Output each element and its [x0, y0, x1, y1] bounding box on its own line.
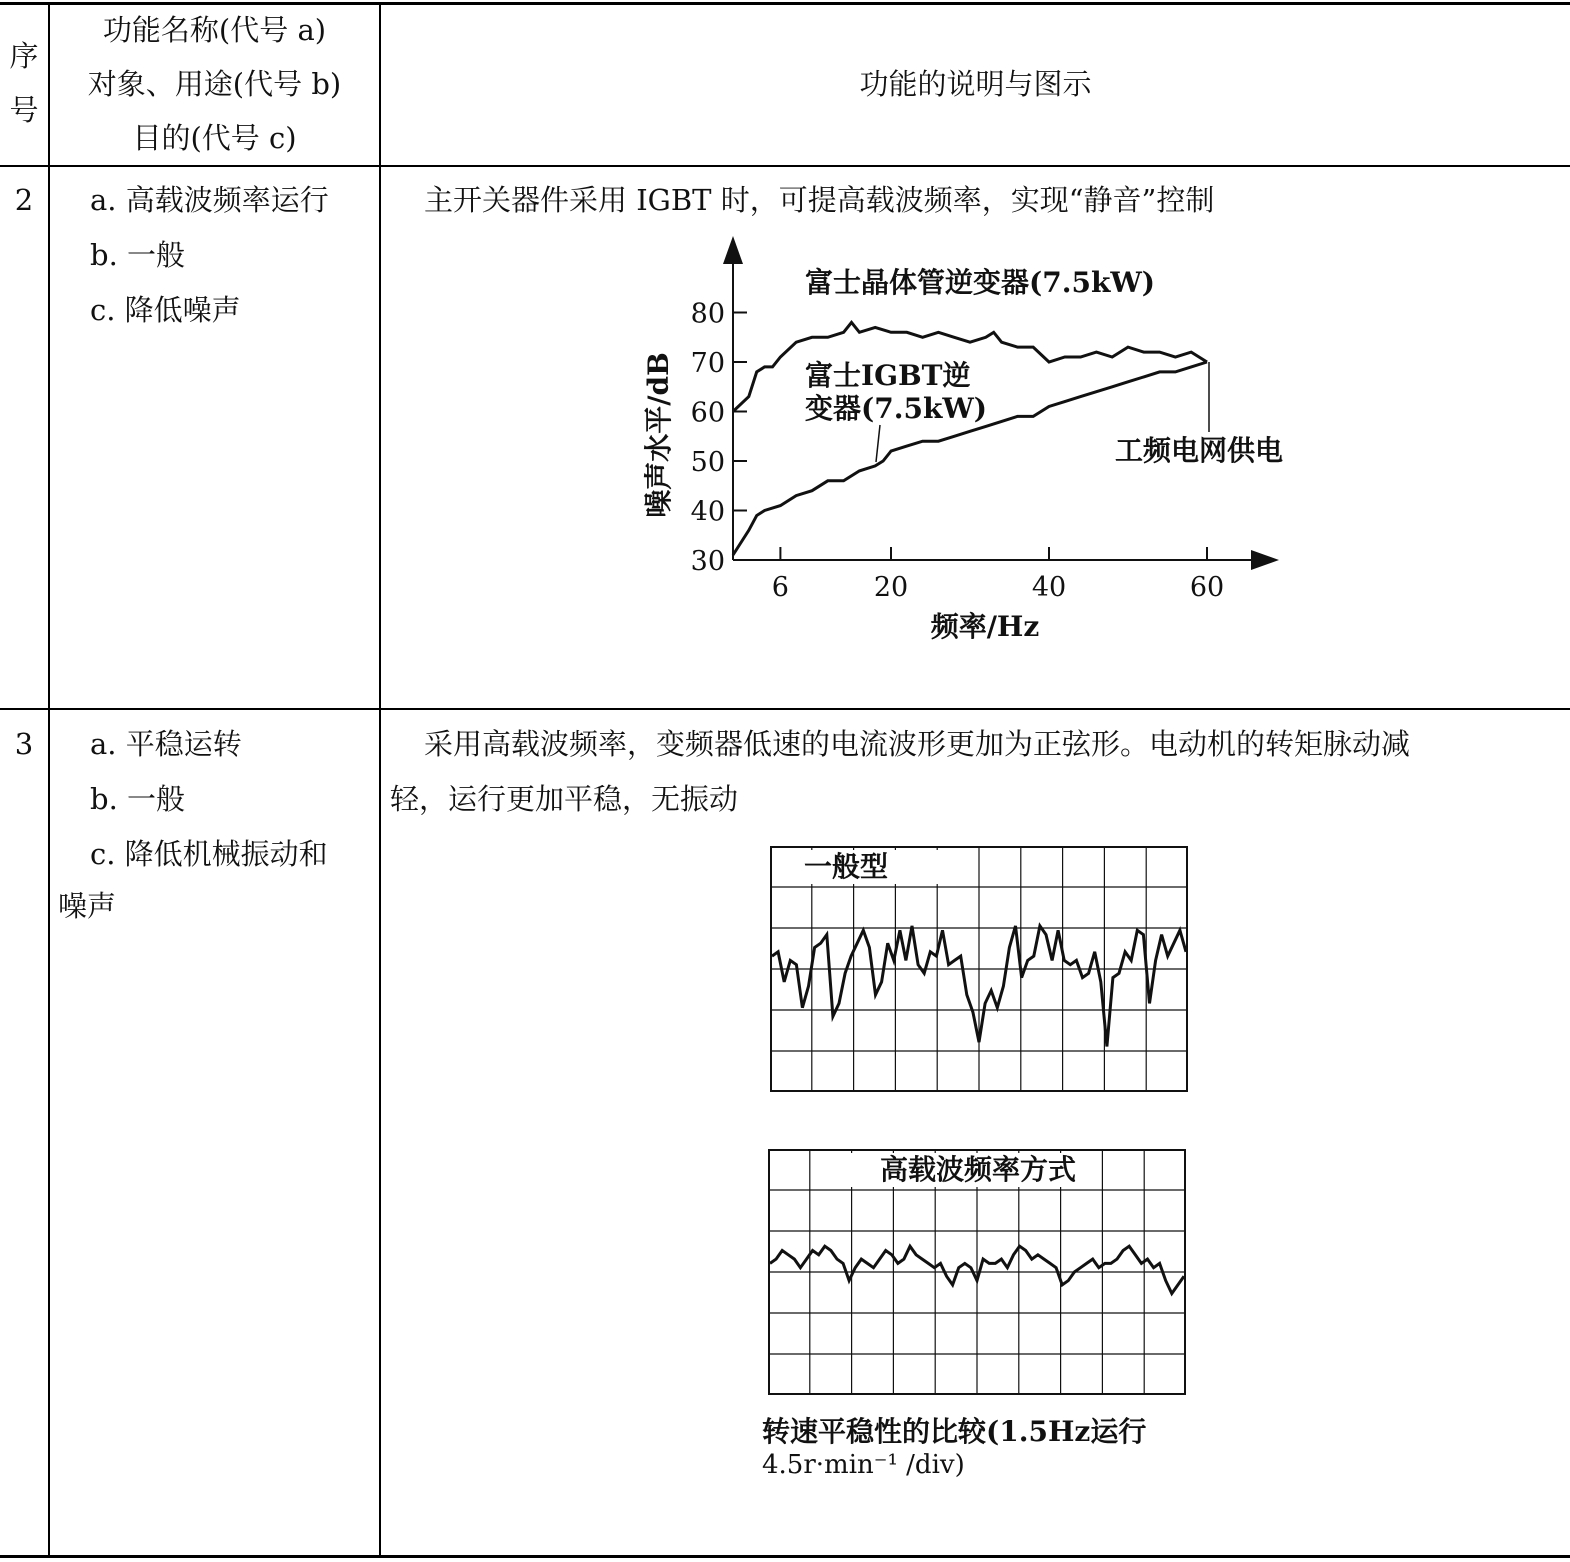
series-label-igbt-line2: 变器(7.5kW): [805, 392, 988, 425]
row3-function-c-cont: 噪声: [58, 889, 117, 923]
header-col2-line2: 对象、用途(代号 b): [87, 67, 342, 101]
x-tick-label: 20: [873, 572, 909, 603]
header-col3: 功能的说明与图示: [859, 67, 1092, 101]
row3-number: 3: [14, 727, 34, 761]
x-tick-label: 40: [1031, 572, 1067, 603]
col-divider-1: [48, 2, 50, 1558]
table-bottom-border: [0, 1555, 1570, 1558]
scope-general-type: [770, 846, 1190, 1094]
header-col2-line3: 目的(代号 c): [132, 121, 297, 155]
x-tick-label: 6: [771, 572, 789, 603]
igbt-leader-line: [876, 425, 880, 462]
noise-level-chart: [600, 230, 1320, 660]
header-col1-line2: 号: [9, 93, 39, 127]
row3-function-a: a. 平稳运转: [90, 727, 242, 761]
col-divider-2: [379, 2, 381, 1558]
series-label-transistor: 富士晶体管逆变器(7.5kW): [805, 266, 1156, 299]
row2-number: 2: [14, 183, 34, 217]
row3-description-line1: 采用高载波频率，变频器低速的电流波形更加为正弦形。电动机的转矩脉动减: [424, 727, 1411, 761]
table-top-border: [0, 2, 1570, 5]
scope-general-title: 一般型: [804, 850, 889, 883]
header-col2-line1: 功能名称(代号 a): [102, 13, 327, 47]
scope-caption-line2: 4.5r·min⁻¹ /div): [762, 1450, 965, 1480]
x-tick-label: 60: [1189, 572, 1225, 603]
y-tick-label: 50: [690, 447, 725, 478]
row2-function-a: a. 高载波频率运行: [90, 183, 329, 217]
y-tick-label: 40: [690, 496, 725, 528]
row2-function-b: b. 一般: [90, 238, 186, 272]
y-axis-label: 噪声水平/dB: [642, 352, 675, 518]
row3-function-b: b. 一般: [90, 782, 186, 816]
y-tick-label: 60: [690, 397, 725, 429]
series-label-igbt-line1: 富士IGBT逆: [805, 359, 971, 392]
header-col1-line1: 序: [9, 39, 39, 73]
grid-supply-label: 工频电网供电: [1115, 434, 1284, 467]
row2-bottom-border: [0, 708, 1570, 710]
scope-high-carrier-title: 高载波频率方式: [879, 1153, 1077, 1186]
header-bottom-border: [0, 165, 1570, 167]
y-tick-label: 70: [690, 348, 725, 379]
scope-high-carrier: [768, 1149, 1188, 1397]
scope-caption-line1: 转速平稳性的比较(1.5Hz运行: [762, 1415, 1147, 1448]
row2-description: 主开关器件采用 IGBT 时，可提高载波频率，实现“静音”控制: [424, 183, 1215, 217]
row2-function-c: c. 降低噪声: [90, 293, 241, 327]
row3-function-c: c. 降低机械振动和: [90, 837, 328, 871]
row3-description-line2: 轻，运行更加平稳，无振动: [390, 782, 739, 816]
y-tick-label: 30: [690, 546, 725, 577]
x-axis-label: 频率/Hz: [930, 610, 1040, 643]
y-tick-label: 80: [690, 298, 725, 330]
